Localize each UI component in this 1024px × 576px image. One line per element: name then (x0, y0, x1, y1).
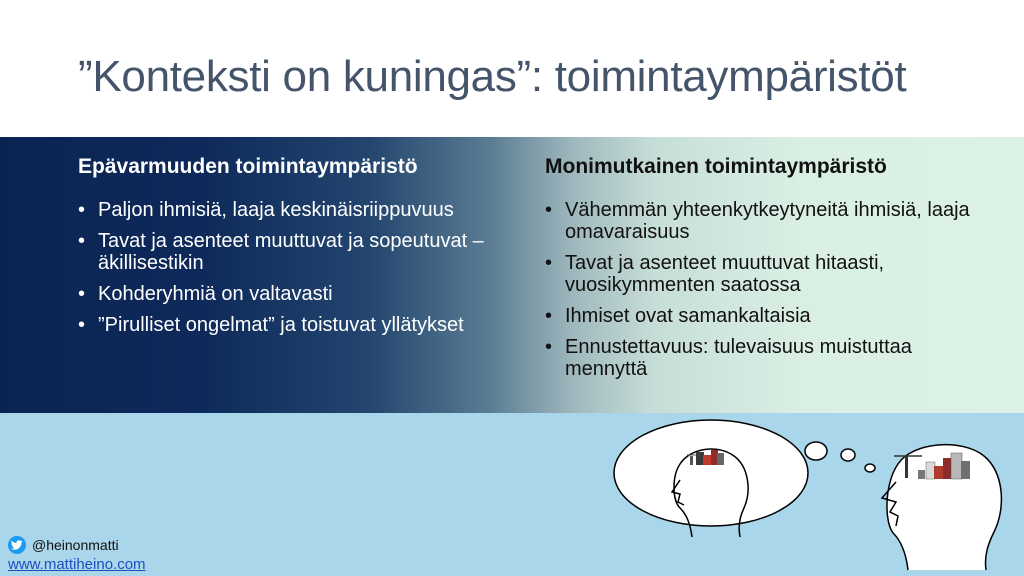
uncertainty-bullet: • Tavat ja asenteet muuttuvat ja sopeutuvat – äkillisestikin (78, 230, 498, 274)
slide-title: ”Konteksti on kuningas”: toimintaympäristöt (78, 52, 907, 101)
twitter-bird-icon (8, 536, 26, 554)
large-head-icon (882, 445, 1001, 570)
footer (8, 536, 146, 573)
complex-bullet: • Vähemmän yhteenkytkeytyneitä ihmisiä, laaja omavaraisuus (545, 199, 985, 243)
complex-bullet: • Tavat ja asenteet muuttuvat hitaasti, vuosikymmenten saatossa (545, 252, 985, 296)
uncertainty-bullet: • Kohderyhmiä on valtavasti (78, 283, 498, 305)
complex-heading: Monimutkainen toimintaympäristö (545, 155, 887, 178)
twitter-handle-row (8, 536, 146, 554)
twitter-handle[interactable]: @heinonmatti (32, 537, 119, 553)
thought-bubble (614, 420, 875, 526)
website-link[interactable]: www.mattiheino.com (8, 556, 146, 573)
complex-bullet: • Ihmiset ovat samankaltaisia (545, 305, 985, 327)
uncertainty-bullet: • ”Pirulliset ongelmat” ja toistuvat yllätykset (78, 314, 498, 336)
complex-bullet: • Ennustettavuus: tulevaisuus muistuttaa mennyttä (545, 336, 985, 380)
uncertainty-heading: Epävarmuuden toimintaympäristö (78, 155, 418, 178)
uncertainty-bullet: • Paljon ihmisiä, laaja keskinäisriippuvuus (78, 199, 498, 221)
